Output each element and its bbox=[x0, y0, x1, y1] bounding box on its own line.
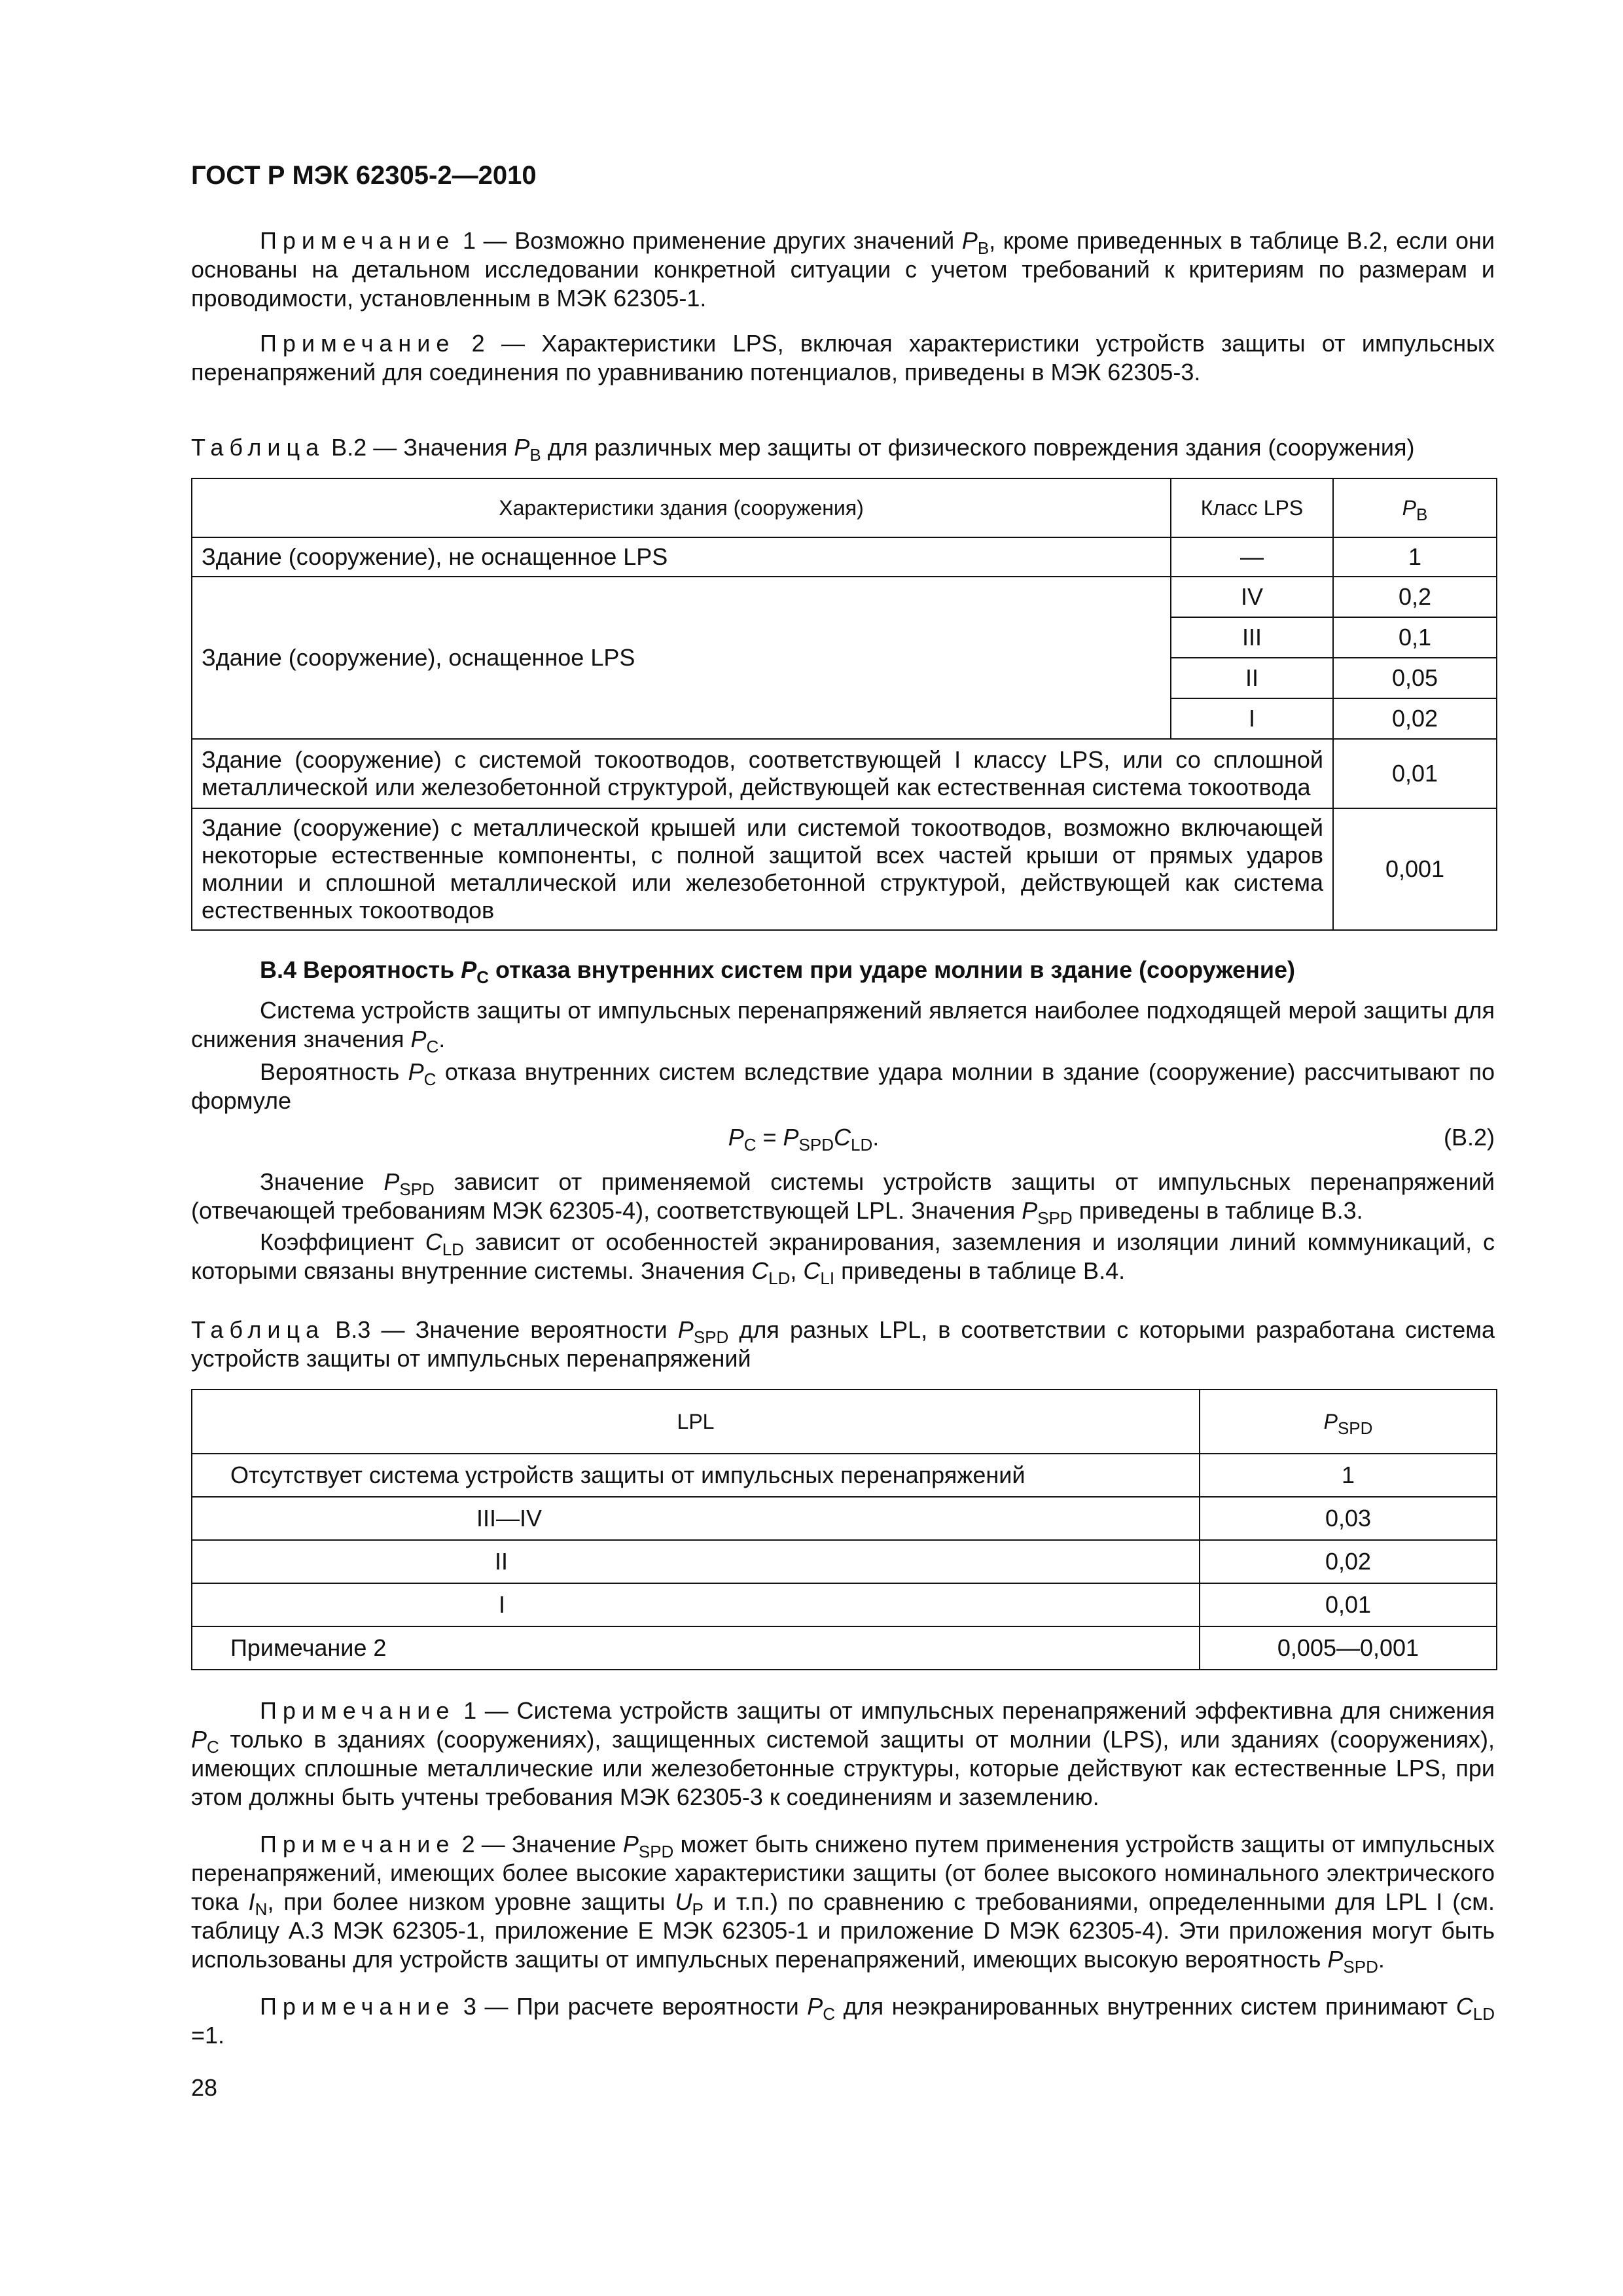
table-cell: 0,01 bbox=[1333, 739, 1497, 808]
note-2-bottom: Примечание 2 — Значение $P_{SPD}$ может быть снижено путем применения устройств защиты от импульсных перенапряжений, имеющих более высокие характеристики защиты (от более высокого номинального электрического тока $I_N$, при более низком уровне защиты $U_P$ и т.п.) по сравнению с требованиями, определенными для LPL I (см. таблицу A.3 МЭК 62305-1, приложение E МЭК 62305-1 и приложение D МЭК 62305-4). Эти приложения могут быть использованы для устройств защиты от импульсных перенапряжений, имеющих высокую вероятность $P_{SPD}$. bbox=[191, 1831, 1495, 1977]
table-cell: 0,1 bbox=[1333, 617, 1497, 658]
table-cell: Здание (сооружение), не оснащенное LPS bbox=[192, 537, 1171, 577]
table-cell: IV bbox=[1171, 577, 1333, 617]
table-b3-caption: Таблица B.3 — Значение вероятности $P_{SPD}$ для разных LPL, в соответствии с которыми разработана система устройств защиты от импульсных перенапряжений bbox=[191, 1316, 1495, 1372]
table-b2 bbox=[191, 478, 1497, 931]
table-row bbox=[192, 1540, 1497, 1583]
table-cell: 0,01 bbox=[1200, 1583, 1497, 1626]
table-cell: Здание (сооружение) с металлической крышей или системой токоотводов, возможно включающей некоторые естественные компоненты, с полной защитой всех частей крыши от прямых ударов молнии и сплошной металлической или железобетонной структурой, действующей как система естественных токоотводов bbox=[192, 808, 1333, 930]
table-row bbox=[192, 577, 1497, 617]
formula-number: (B.2) bbox=[1443, 1124, 1495, 1151]
table-cell: Здание (сооружение) с системой токоотводов, соответствующей I классу LPS, или со сплошной металлической или железобетонной структурой, действующей как естественная система токоотвода bbox=[192, 739, 1333, 808]
table-header-cell: $P_B$ bbox=[1333, 478, 1497, 537]
section-b4-title: B.4 Вероятность $P_C$ отказа внутренних систем при ударе молнии в здание (сооружение) bbox=[260, 956, 1296, 987]
section-b4-paragraph-1: Система устройств защиты от импульсных перенапряжений является наиболее подходящей мерой защиты для снижения значения $P_C$. bbox=[191, 997, 1495, 1056]
table-b3 bbox=[191, 1389, 1497, 1670]
table-cell: 0,02 bbox=[1200, 1540, 1497, 1583]
table-cell: 1 bbox=[1200, 1454, 1497, 1497]
table-row bbox=[192, 1626, 1497, 1670]
table-cell: III bbox=[1171, 617, 1333, 658]
note-label: Примечание bbox=[260, 227, 455, 254]
table-cell: 0,001 bbox=[1333, 808, 1497, 930]
table-cell: 0,2 bbox=[1333, 577, 1497, 617]
table-header-cell: Характеристики здания (сооружения) bbox=[192, 478, 1171, 537]
page-number: 28 bbox=[191, 2074, 218, 2101]
formula-expression: $P_C = P_{SPD}C_{LD}$. bbox=[728, 1124, 880, 1155]
note-label: Примечание bbox=[260, 1697, 455, 1724]
table-cell: 0,03 bbox=[1200, 1497, 1497, 1540]
table-header-cell: LPL bbox=[192, 1390, 1200, 1454]
table-cell: I bbox=[1171, 698, 1333, 739]
section-b4-paragraph-3: Значение $P_{SPD}$ зависит от применяемой системы устройств защиты от импульсных перенапряжений (отвечающей требованиям МЭК 62305-4), соответствующей LPL. Значения $P_{SPD}$ приведены в таблице B.3. bbox=[191, 1168, 1495, 1228]
table-row bbox=[192, 537, 1497, 577]
table-cell: 1 bbox=[1333, 537, 1497, 577]
table-row bbox=[192, 478, 1497, 537]
table-row bbox=[192, 1583, 1497, 1626]
table-row bbox=[192, 739, 1497, 808]
note-2-top: Примечание 2 — Характеристики LPS, включая характеристики устройств защиты от импульсных перенапряжений для соединения по уравниванию потенциалов, приведены в МЭК 62305-3. bbox=[191, 330, 1495, 386]
table-row bbox=[192, 808, 1497, 930]
table-b2-caption: Таблица B.2 — Значения $P_B$ для различных мер защиты от физического повреждения здания (сооружения) bbox=[191, 434, 1415, 465]
table-header-cell: $P_{SPD}$ bbox=[1200, 1390, 1497, 1454]
table-cell: II bbox=[192, 1540, 1200, 1583]
note-label: Примечание bbox=[260, 1831, 455, 1857]
note-label: Примечание bbox=[260, 1993, 455, 2020]
formula-b2 bbox=[191, 1123, 1495, 1155]
table-header-cell: Класс LPS bbox=[1171, 478, 1333, 537]
table-row bbox=[192, 1497, 1497, 1540]
table-cell: III—IV bbox=[192, 1497, 1200, 1540]
document-header: ГОСТ Р МЭК 62305-2—2010 bbox=[191, 161, 537, 190]
table-cell: 0,005—0,001 bbox=[1200, 1626, 1497, 1670]
section-b4-paragraph-4: Коэффициент $C_{LD}$ зависит от особенностей экранирования, заземления и изоляции линий коммуникаций, с которыми связаны внутренние системы. Значения $C_{LD}$, $C_{LI}$ приведены в таблице B.4. bbox=[191, 1229, 1495, 1288]
note-1-top: Примечание 1 — Возможно применение других значений $P_B$, кроме приведенных в таблице B.2, если они основаны на детальном исследовании конкретной ситуации с учетом требований к критериям по размерам и проводимости, установленным в МЭК 62305-1. bbox=[191, 227, 1495, 312]
table-cell: Отсутствует система устройств защиты от импульсных перенапряжений bbox=[192, 1454, 1200, 1497]
table-cell: 0,02 bbox=[1333, 698, 1497, 739]
note-3-bottom: Примечание 3 — При расчете вероятности $P_C$ для неэкранированных внутренних систем принимают $C_{LD} =1$. bbox=[191, 1993, 1495, 2049]
table-row bbox=[192, 1454, 1497, 1497]
note-label: Примечание bbox=[260, 330, 455, 357]
section-b4-paragraph-2: Вероятность $P_C$ отказа внутренних систем вследствие удара молнии в здание (сооружение) рассчитывают по формуле bbox=[191, 1058, 1495, 1114]
table-row bbox=[192, 1390, 1497, 1454]
table-cell: I bbox=[192, 1583, 1200, 1626]
table-cell: — bbox=[1171, 537, 1333, 577]
table-cell: Примечание 2 bbox=[192, 1626, 1200, 1670]
note-1-bottom: Примечание 1 — Система устройств защиты от импульсных перенапряжений эффективна для снижения $P_C$ только в зданиях (сооружениях), защищенных системой защиты от молнии (LPS), или зданиях (сооружениях), имеющих сплошные металлические или железобетонные структуры, которые действуют как естественные LPS, при этом должны быть учтены требования МЭК 62305-3 к соединениям и заземлению. bbox=[191, 1697, 1495, 1810]
table-cell: 0,05 bbox=[1333, 658, 1497, 698]
table-cell: II bbox=[1171, 658, 1333, 698]
table-cell: Здание (сооружение), оснащенное LPS bbox=[192, 577, 1171, 739]
